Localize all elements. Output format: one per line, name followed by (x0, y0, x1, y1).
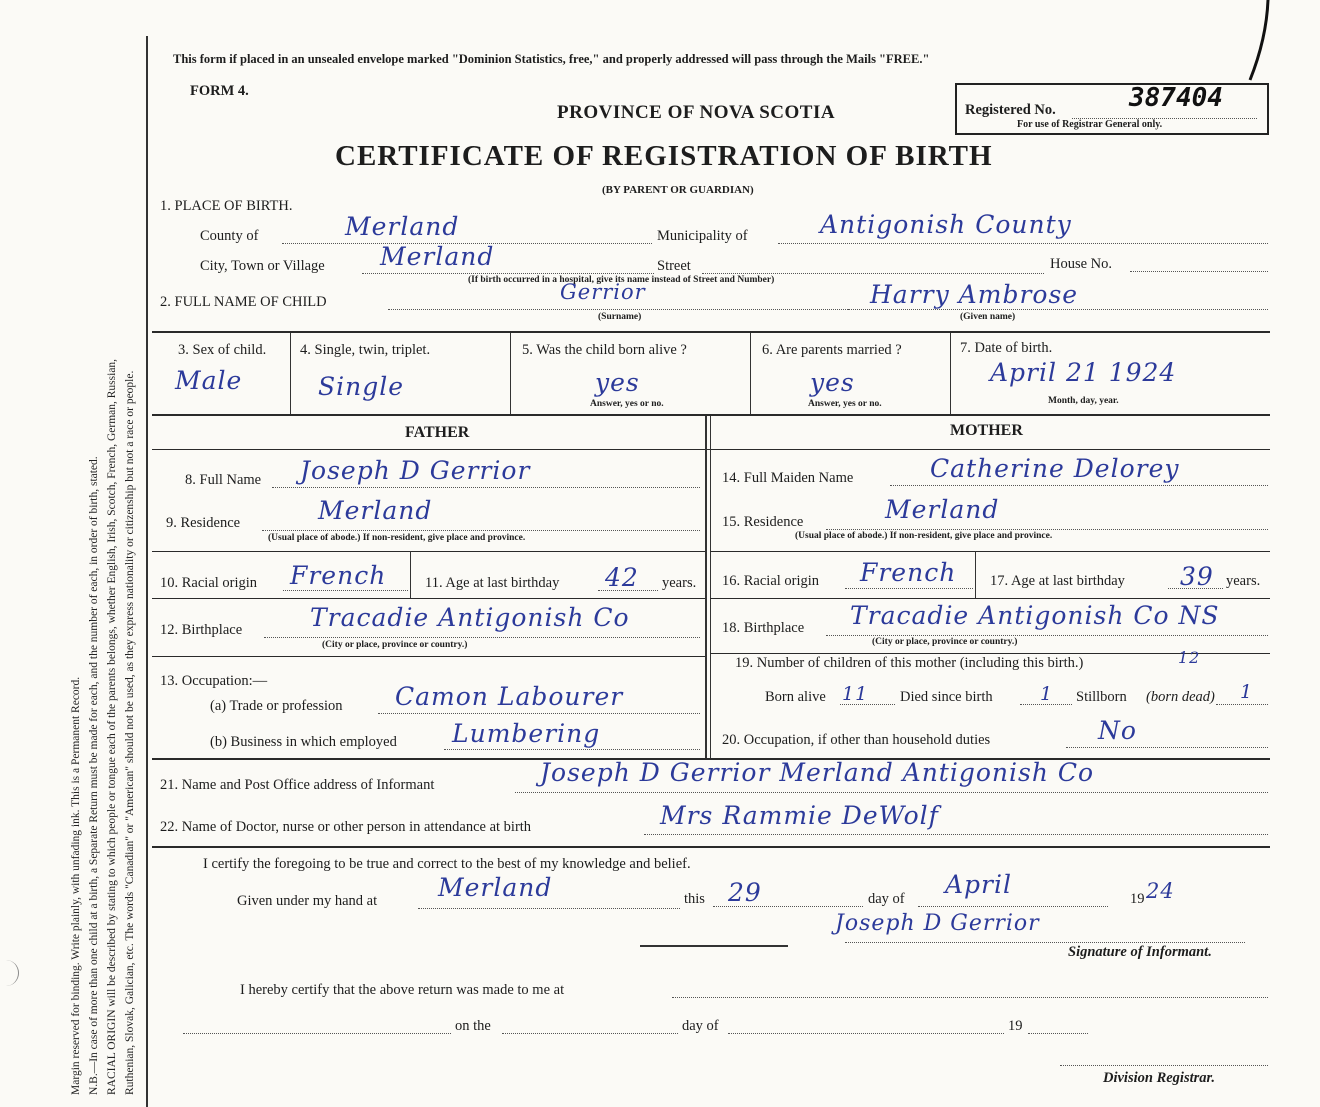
mother-abode-note: (Usual place of abode.) If non-resident, give place and province. (795, 531, 1053, 541)
mother-birthplace-label: 18. Birthplace (722, 620, 805, 636)
binding-hole-mark (0, 960, 19, 986)
registrar-on-the: on the (455, 1018, 491, 1034)
father-heading: FATHER (405, 424, 470, 441)
registrar-year-prefix: 19 (1008, 1018, 1023, 1034)
mother-racial-value: French (860, 558, 957, 587)
month-value: April (945, 870, 1012, 899)
hospital-note: (If birth occurred in a hospital, give its name instead of Street and Number) (468, 275, 775, 285)
mother-age-value: 39 (1180, 562, 1214, 591)
city-label: City, Town or Village (200, 258, 325, 274)
father-trade-value: Camon Labourer (395, 682, 624, 711)
doctor-label: 22. Name of Doctor, nurse or other person in attendance at birth (160, 819, 532, 835)
surname-value: Gerrior (560, 280, 646, 304)
form-number: FORM 4. (190, 83, 249, 99)
father-birthplace-note: (City or place, province or country.) (322, 640, 468, 650)
mother-residence-value: Merland (885, 495, 1000, 524)
alive-value: yes (595, 368, 640, 397)
father-business-label: (b) Business in which employed (210, 734, 397, 750)
born-alive-value: 11 (842, 683, 869, 705)
mother-heading: MOTHER (950, 422, 1023, 439)
signature-label: Signature of Informant. (1068, 944, 1212, 960)
mother-age-label: 17. Age at last birthday (990, 573, 1125, 589)
father-name-label: 8. Full Name (185, 472, 262, 488)
died-value: 1 (1040, 683, 1054, 705)
municipality-value: Antigonish County (820, 210, 1072, 239)
father-business-value: Lumbering (452, 719, 601, 748)
year-value: 24 (1146, 879, 1175, 903)
registered-box (955, 83, 1269, 135)
mother-birthplace-value: Tracadie Antigonish Co NS (850, 601, 1220, 630)
mother-residence-label: 15. Residence (722, 514, 804, 530)
county-value: Merland (345, 212, 460, 241)
certify-statement: I certify the foregoing to be true and correct to the best of my knowledge and belief. (203, 856, 691, 872)
sex-label: 3. Sex of child. (178, 342, 267, 358)
father-racial-value: French (290, 561, 387, 590)
divider (152, 414, 1270, 416)
mother-name-label: 14. Full Maiden Name (722, 470, 854, 486)
dob-value: April 21 1924 (990, 358, 1177, 387)
married-note: Answer, yes or no. (808, 399, 882, 409)
doctor-value: Mrs Rammie DeWolf (660, 801, 939, 830)
father-racial-label: 10. Racial origin (160, 575, 258, 591)
given-name-label: (Given name) (960, 312, 1016, 322)
stillborn-label: Stillborn (1076, 689, 1127, 705)
married-label: 6. Are parents married ? (762, 342, 902, 358)
father-occupation-label: 13. Occupation:— (160, 673, 268, 689)
municipality-label: Municipality of (657, 228, 748, 244)
father-abode-note: (Usual place of abode.) If non-resident, give place and province. (268, 533, 526, 543)
father-age-label: 11. Age at last birthday (425, 575, 560, 591)
mother-occupation-value: No (1098, 716, 1137, 745)
child-name-label: 2. FULL NAME OF CHILD (160, 294, 327, 310)
mother-children-label: 19. Number of children of this mother (including this birth.) (735, 655, 1084, 671)
mother-name-value: Catherine Delorey (930, 454, 1180, 483)
margin-note-binding: Margin reserved for binding. Write plainly, with unfading ink. This is a Permanent Record. (70, 676, 82, 1095)
province-heading: PROVINCE OF NOVA SCOTIA (557, 102, 836, 123)
house-label: House No. (1050, 256, 1113, 272)
father-birthplace-value: Tracadie Antigonish Co (310, 603, 630, 632)
dob-note: Month, day, year. (1048, 396, 1119, 406)
father-residence-label: 9. Residence (166, 515, 241, 531)
day-value: 29 (728, 878, 762, 907)
informant-label: 21. Name and Post Office address of Informant (160, 777, 435, 793)
sex-value: Male (175, 366, 243, 395)
given-place-value: Merland (438, 873, 553, 902)
mother-children-value: 12 (1178, 648, 1201, 667)
divider (152, 846, 1270, 848)
registrar-title: Division Registrar. (1103, 1070, 1215, 1086)
mother-years: years. (1226, 573, 1261, 589)
margin-note-racial-origin-cont: Ruthenian, Slovak, Galician, etc. The words "Canadian" or "American" should not be used, as they express nationality or citizenship but not a race or people. (124, 370, 136, 1095)
registered-number: 387404 (1129, 83, 1223, 113)
father-age-value: 42 (605, 563, 639, 592)
registrar-statement: I hereby certify that the above return was made to me at (240, 982, 565, 998)
surname-label: (Surname) (598, 312, 642, 322)
mother-birthplace-note: (City or place, province or country.) (872, 637, 1018, 647)
year-prefix: 19 (1130, 891, 1145, 907)
single-value: Single (318, 372, 405, 401)
mother-racial-label: 16. Racial origin (722, 573, 820, 589)
died-label: Died since birth (900, 689, 993, 705)
father-trade-label: (a) Trade or profession (210, 698, 343, 714)
father-name-value: Joseph D Gerrior (300, 456, 531, 485)
informant-value: Joseph D Gerrior Merland Antigonish Co (540, 758, 1095, 787)
margin-rule (146, 36, 148, 1107)
registered-label: Registered No. (965, 102, 1056, 118)
born-alive-label: Born alive (765, 689, 826, 705)
dob-label: 7. Date of birth. (960, 340, 1053, 356)
this-label: this (684, 891, 705, 907)
mother-occupation-label: 20. Occupation, if other than household duties (722, 732, 991, 748)
divider (152, 331, 1270, 333)
certificate-title: CERTIFICATE OF REGISTRATION OF BIRTH (335, 140, 993, 172)
street-label: Street (657, 258, 691, 274)
margin-note-multiple-births: N.B.—In case of more than one child at a birth, a Separate Return must be made for each, and the number of each, in order of birth, stated. (88, 456, 100, 1095)
given-name-value: Harry Ambrose (870, 280, 1079, 309)
single-label: 4. Single, twin, triplet. (300, 342, 431, 358)
father-birthplace-label: 12. Birthplace (160, 622, 243, 638)
alive-note: Answer, yes or no. (590, 399, 664, 409)
stillborn-note: (born dead) (1146, 689, 1215, 705)
pen-stroke-mark (1240, 0, 1300, 90)
informant-signature: Joseph D Gerrior (835, 911, 1040, 936)
stillborn-value: 1 (1240, 681, 1254, 703)
city-value: Merland (380, 242, 495, 271)
alive-label: 5. Was the child born alive ? (522, 342, 687, 358)
married-value: yes (810, 368, 855, 397)
father-residence-value: Merland (318, 496, 433, 525)
registrar-note: For use of Registrar General only. (1017, 119, 1163, 130)
day-of-label: day of (868, 891, 905, 907)
margin-note-racial-origin: RACIAL ORIGIN will be described by stating to which people or tongue each of the parents belongs, whether English, Irish, Scotch, French, German, Russian, (106, 358, 118, 1095)
place-heading: 1. PLACE OF BIRTH. (160, 198, 293, 214)
certificate-subtitle: (BY PARENT OR GUARDIAN) (602, 184, 754, 196)
binding-margin (0, 0, 150, 1107)
given-under-label: Given under my hand at (237, 893, 378, 909)
county-label: County of (200, 228, 259, 244)
mail-notice: This form if placed in an unsealed envelope marked "Dominion Statistics, free," and properly addressed will pass through the Mails "FREE." (173, 52, 930, 66)
registrar-day-of: day of (682, 1018, 719, 1034)
father-years: years. (662, 575, 697, 591)
